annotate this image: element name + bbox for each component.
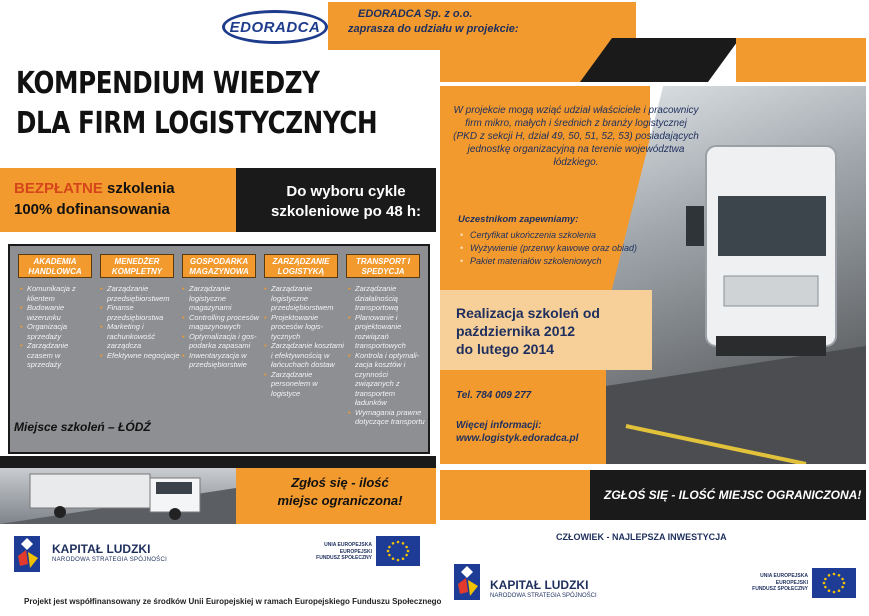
apply-text-left [250, 474, 430, 510]
phone-number: Tel. 784 009 277 [456, 390, 532, 401]
cycles-text [256, 182, 436, 222]
realization-line-2: października 2012 [456, 323, 576, 339]
kapital-ludzki-icon [12, 534, 42, 574]
edoradca-logo [222, 10, 328, 44]
cycles-line-2: szkoleniowe po 48 h: [270, 203, 422, 220]
main-title-line-1: KOMPENDIUM WIEDZY [16, 66, 320, 101]
left-black-strip [0, 456, 436, 468]
eu-left-line-3: FUNDUSZ SPOŁECZNY [316, 555, 372, 561]
eu-text-left [300, 542, 372, 562]
apply-text-right: ZGŁOŚ SIĘ - ILOŚĆ MIEJSC OGRANICZONA! [604, 488, 862, 502]
course-item: • Optymalizacja i gos-podarka zapasami [182, 332, 266, 351]
course-item: • Zarządzanie kosztami i efektywnością w łańcuchach dostaw [264, 341, 344, 370]
course-item: • Kontrola i optymali-zacja kosztów i czynności związanych z transportem ładunków [348, 351, 428, 408]
course-list [264, 284, 344, 398]
course-item: • Controlling procesów magazynowych [182, 313, 266, 332]
realization-dates [456, 304, 600, 358]
benefits-list [460, 229, 637, 268]
right-bottom-orange-band [440, 470, 600, 520]
header-company: EDORADCA Sp. z o.o. [358, 8, 473, 20]
course-item: • Zarządzanie logistyczne magazynami [182, 284, 266, 313]
eu-left-line-1: UNIA EUROPEJSKA [324, 542, 372, 548]
training-place: Miejsce szkoleń – ŁÓDŹ [14, 420, 151, 434]
course-list [182, 284, 266, 370]
kapital-ludzki-subtitle-left: NARODOWA STRATEGIA SPÓJNOŚCI [52, 557, 168, 563]
main-title-line-2: DLA FIRM LOGISTYCZNYCH [16, 106, 378, 141]
course-item: • Inwentaryzacja w przedsiębiorstwie [182, 351, 266, 370]
kapital-ludzki-icon [452, 562, 482, 602]
funding-note: Projekt jest współfinansowany ze środków Unii Europejskiej w ramach Europejskiego Funduszu Społecznego [24, 597, 442, 606]
course-list [348, 284, 428, 427]
eu-flag-icon [812, 568, 856, 598]
eu-left-line-2: EUROPEJSKI [339, 548, 372, 555]
right-top-orange-band-2 [736, 38, 866, 82]
benefit-item: • Wyżywienie (przerwy kawowe oraz obiad) [460, 242, 637, 255]
cycles-line-1: Do wyboru cykle [286, 183, 406, 200]
course-item: • Organizacja sprzedaży [20, 322, 96, 341]
apply-left-line-1: Zgłoś się - ilość [291, 475, 389, 490]
realization-line-3: do lutego 2014 [456, 341, 555, 357]
benefit-item: • Pakiet materiałów szkoleniowych [460, 255, 637, 268]
eu-right-line-1: UNIA EUROPEJSKA [760, 573, 808, 579]
funded-line: 100% dofinansowania [14, 201, 170, 218]
course-heading: AKADEMIA HANDLOWCA [18, 254, 92, 278]
realization-line-1: Realizacja szkoleń od [456, 305, 600, 321]
eu-right-line-2: EUROPEJSKI [775, 579, 808, 586]
more-info-label: Więcej informacji: [456, 420, 542, 431]
benefits-heading: Uczestnikom zapewniamy: [458, 214, 579, 225]
course-item: • Planowanie i projektowanie rozwiązań transportowych [348, 313, 428, 351]
promo-orange-band [0, 168, 236, 232]
header-invite: zaprasza do udziału w projekcie: [348, 23, 519, 35]
course-heading: ZARZĄDZANIE LOGISTYKĄ [264, 254, 338, 278]
truck-illustration [0, 468, 236, 524]
course-item: • Zarządzanie czasem w sprzedaży [20, 341, 96, 370]
course-item: • Zarządzanie logistyczne przedsiębiorstwem [264, 284, 344, 313]
course-list [20, 284, 96, 370]
free-rest: szkolenia [102, 180, 175, 197]
benefit-item: • Certyfikat ukończenia szkolenia [460, 229, 637, 242]
free-word: BEZPŁATNE [14, 180, 103, 197]
eu-text-right [738, 573, 808, 593]
course-item: • Zarządzanie działalnością transportową [348, 284, 428, 313]
eu-flag-icon [376, 536, 420, 566]
eu-right-line-3: FUNDUSZ SPOŁECZNY [752, 586, 808, 592]
course-item: • Projektowanie procesów logis-tycznych [264, 313, 344, 342]
kapital-ludzki-title-left: KAPITAŁ LUDZKI [52, 542, 151, 556]
free-training-line [14, 180, 175, 197]
course-heading: MENEDŻER KOMPLETNY [100, 254, 174, 278]
kapital-ludzki-subtitle-right: NARODOWA STRATEGIA SPÓJNOŚCI [490, 593, 597, 599]
course-item: • Efektywne negocjacje [100, 351, 180, 361]
course-item: • Zarządzanie personelem w logistyce [264, 370, 344, 399]
course-item: • Budowanie wizerunku [20, 303, 96, 322]
truck-photo-left [0, 468, 236, 524]
project-intro: W projekcie mogą wziąć udział właściciele i pracownicy firm mikro, małych i średnich z branży logistycznej (PKD z sekcji H, dział 49, 50, 51, 52, 53) posiadających jednostkę organizacyjną na terenie województwa łódzkiego. [453, 105, 699, 168]
course-item: • Wymagania prawne dotyczące transportu [348, 408, 428, 427]
course-item: • Komunikacja z klientem [20, 284, 96, 303]
course-item: • Zarządzanie przedsiębiorstwem [100, 284, 180, 303]
course-item: • Marketing i rachunkowość zarządcza [100, 322, 180, 351]
course-item: • Finanse przedsiębiorstwa [100, 303, 180, 322]
course-heading: TRANSPORT I SPEDYCJA [346, 254, 420, 278]
course-list [100, 284, 180, 360]
human-investment-slogan: CZŁOWIEK - NAJLEPSZA INWESTYCJA [556, 532, 727, 542]
kapital-ludzki-title-right: KAPITAŁ LUDZKI [490, 578, 589, 592]
course-heading: GOSPODARKA MAGAZYNOWA [182, 254, 256, 278]
main-title [16, 64, 377, 144]
logo-text: EDORADCA [229, 18, 321, 36]
apply-left-line-2: miejsc ograniczona! [277, 493, 403, 508]
website-link[interactable]: www.logistyk.edoradca.pl [456, 433, 579, 444]
